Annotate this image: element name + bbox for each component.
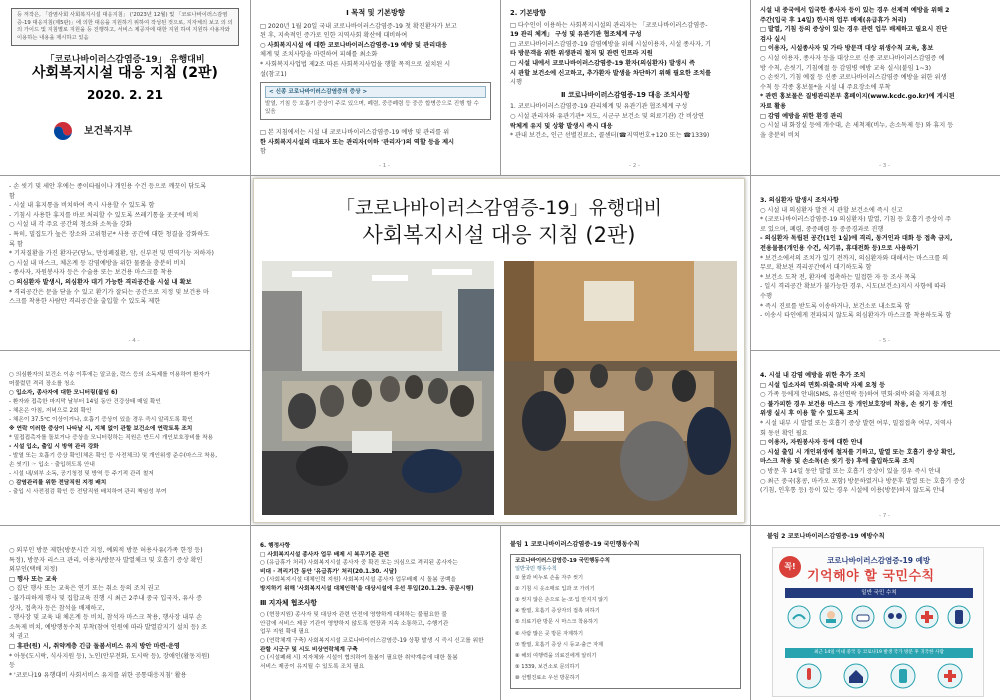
thumbnail-page-6[interactable] xyxy=(0,351,250,525)
text-line: ○ 시설 내 마스크, 체온계 등 감염예방을 위한 물품을 충분히 비치 xyxy=(9,259,186,267)
text-line: - 시설 내/외부 소독, 공기청정 및 방역 등 주기적 관리 철저 xyxy=(9,471,154,477)
rules-box-title: 코로나바이러스감염증-19 국민행동수칙 xyxy=(515,557,610,564)
text-line: ○ 시설 내 의심환자 발견 시 관할 보건소에 즉시 신고 xyxy=(760,206,903,214)
thumbnail-page-9[interactable] xyxy=(251,526,500,700)
poster-strip xyxy=(785,648,973,658)
text-line: * 사회복지사업법 제2조 따른 사회복지사업을 행할 목적으로 설치된 시 xyxy=(260,60,451,68)
text-line: 검사 실시 xyxy=(760,35,787,43)
poster-top-text: 코로나바이러스감염증-19 예방 xyxy=(827,556,931,565)
text-line: * 기저질환을 가진 환자군(당뇨, 만성폐질환, 암, 신부전 및 면역기능 저하자) xyxy=(9,250,214,258)
text-line: □ 다수인이 이용하는 사회복지시설의 관리자는 「코로나바이러스감염증- xyxy=(510,21,708,29)
text-line: * 관련 홍보물은 질병관리본부 홈페이지(www.kcdc.go.kr)에 게시된 xyxy=(760,93,955,101)
text-line: * 즉시 진료를 받도록 이송하거나, 보건소로 내소토록 함 xyxy=(760,302,911,310)
text-line: ○ 최근 중국(홍콩, 마카오 포함) 방문하였거나 방문후 발열 또는 호흡기 증상 xyxy=(760,477,966,485)
text-line: * 관내 보건소, 인근 선별진료소, 콜센터(☎지역번호+120 또는 ☎1339) xyxy=(510,132,710,140)
hospital-visit-icon xyxy=(913,603,941,641)
text-line: □ 본 지침에서는 시설 내 코로나바이러스감염증-19 예방 및 관리를 위 xyxy=(260,129,450,137)
poster-title: 기억해야 할 국민수칙 xyxy=(807,569,935,584)
text-line: 머물렀던 격리 장소를 청소 xyxy=(9,381,75,387)
text-line: - 체온은 아침, 저녁으로 2회 확인 xyxy=(9,408,92,414)
text-line: - 출입 시 사전점검 확인 등 전담직원 배치하여 관리 책임성 부여 xyxy=(9,489,167,495)
section-heading: Ⅰ 목적 및 기본방향 xyxy=(346,8,405,17)
meeting-photo-right xyxy=(504,261,737,515)
text-line: - 환자와 접촉한 마지막 날부터 14일 동안 건강상태 매일 확인 xyxy=(9,399,161,405)
text-line: 1. 코로나바이러스감염증-19 관리체계 및 유관기관 협조체계 구성 xyxy=(510,103,688,111)
list-item: ① 물과 비누로 손을 자주 씻기 xyxy=(515,574,584,581)
text-line: - 손 씻기 및 세안 후에는 종이타월이나 개인용 수건 등으로 깨끗이 닦도록 xyxy=(9,183,207,190)
text-line: 을 충분히 비치 xyxy=(760,131,800,139)
thumbnail-page-7[interactable] xyxy=(751,351,1000,525)
poster-strip-text: 최근 14일 이내 중국 등 코로나19 발생 국가 방문 후 귀국한 사람 xyxy=(814,650,944,655)
text-line: □ 코로나바이러스감염증-19 감염예방을 위해 시설이용자, 시설 종사자, 기 xyxy=(510,40,712,48)
text-line: 치 권고 xyxy=(9,633,29,641)
text-line: * 보건소에서의 조치가 있기 전까지, 의심환자와 대해서는 마스크를 의 xyxy=(760,254,949,262)
attachment-label: 붙임 1 코로나바이러스감염증-19 국민행동수칙 xyxy=(510,541,640,548)
meeting-room-illustration xyxy=(262,261,494,515)
text-line: 시설 내 중국에서 입국한 종사자 등이 있는 경우 선제적 예방을 위해 2 xyxy=(760,7,950,14)
text-line: 업무 지원 확대 필요 xyxy=(260,629,310,636)
text-line: 서비스 제공이 유지될 수 있도록 조치 필요 xyxy=(260,663,365,670)
cover-title: 사회복지시설 대응 지침 (2판) xyxy=(32,64,218,81)
taegeuk-emblem-icon xyxy=(52,120,74,142)
text-line: ○ 시설 관리자와 유관기관* 지도, 시군구 보건소 및 의료기관) 간 비상연 xyxy=(510,112,704,120)
symptom-note-body: 발열, 기침 등 호흡기 증상이 주로 있으며, 폐렴, 중증폐렴 등 중증 합병증으로 진행 할 수 있음 xyxy=(265,101,479,116)
cover-subtitle: 「코로나바이러스감염증-19」 유행대비 xyxy=(45,55,205,66)
text-line: - 발열 또는 호흡기 증상 확인(체온 확인 등 사전체크) 및 개인위생 준수(마스크 착용, xyxy=(9,453,218,459)
symptom-note-title: < 신종 코로나바이러스감염증의 증상 > xyxy=(265,86,486,98)
clinic-icon xyxy=(935,662,965,690)
text-line: 손 씻기) ☞ 입소 · 출입허도록 안내 xyxy=(9,462,95,468)
text-line: □ 사회복지시설 종사자 업무 배제 시 복무기준 관련 xyxy=(260,551,390,558)
featured-title: 사회복지시설 대응 지침 (2판) xyxy=(362,223,636,247)
text-line: ○ (유급휴가 처리) 사회복지시설 종사자 중 확진 또는 의심으로 격리된 종사자는 xyxy=(260,560,458,567)
page-number: - 5 - xyxy=(879,338,890,345)
poster-badge: 꼭! xyxy=(779,556,801,578)
symptom-note xyxy=(260,82,491,120)
text-line: 타 방문객을 위한 위생관리 철저 및 관련 인프라 지원 xyxy=(510,50,653,58)
text-line: * '코로나19 유행대비 사회서비스 유지를 위한 공통대응지침' 활용 xyxy=(9,671,187,679)
text-line: - 이송시 타인에게 전파되지 않도록 의심환자가 마스크를 착용하도록 함 xyxy=(760,312,952,320)
text-line: 위생 실시 후 이용 할 수 있도록 조치 xyxy=(760,410,859,418)
text-line: 안감에 서비스 제공 기관이 영향하지 않도록 현장과 지속 소통하고, 수행기관 xyxy=(260,620,449,627)
text-line: ○ 시설 이용자, 종사자 등을 대상으로 신종 코로나바이러스감염증 예 xyxy=(760,54,945,62)
phone-call-icon xyxy=(945,603,973,641)
page-number: - 1 - xyxy=(379,163,390,170)
text-line: 락체계 유지 및 상황 발생시 즉시 대응 xyxy=(510,122,613,130)
attachment-label: 붙임 2 코로나바이러스감염증-19 예방수칙 xyxy=(767,533,885,540)
text-line: 설(참고1) xyxy=(260,70,287,78)
text-line: - 체온이 37.5℃ 이상이거나, 호흡기 증상이 있을 경우 즉시 알리도록 확인 xyxy=(9,417,193,423)
text-line: □ 행사 또는 교육 xyxy=(9,575,58,583)
text-line: ○ 입소자, 종사자에 대한 모니터링(붙임 6) xyxy=(9,390,118,396)
text-line: ○ 시설 내 화장실 등에 개수대, 손 세척제(비누, 손소독제 등) 와 휴지 등 xyxy=(760,122,954,130)
text-line: * (코로나바이러스감염증-19 의심환자) 발열, 기침 등 호흡기 증상이 주 xyxy=(760,216,952,224)
text-line: 스크를 착용한 사람만 격리공간을 출입할 수 있도록 제한 xyxy=(9,298,161,306)
section-heading: Ⅱ 코로나바이러스감염증-19 대응 조치사항 xyxy=(561,90,690,99)
text-line: 무로, 확보된 격리공간에서 대기하도록 함 xyxy=(760,264,872,272)
text-line: ○ 불가피한 경우 보건용 마스크 등 개인보호장비 착용, 손 씻기 등 개인 xyxy=(760,400,953,408)
text-line: 록 함 xyxy=(9,240,23,248)
text-line: 6. 행정사항 xyxy=(260,543,291,549)
text-line: - 종사자, 자원봉사자 등은 수술용 또는 보건용 마스크를 착용 xyxy=(9,269,173,277)
list-item: ③ 씻지 않은 손으로 눈·코·입 만지지 않기 xyxy=(515,597,609,603)
handwash-icon xyxy=(785,603,813,641)
text-line: 시행 xyxy=(510,79,522,87)
thumbnail-page-2[interactable] xyxy=(501,0,750,175)
text-line: - 일시 격리공간 확보가 불가능한 경우, 시도(보건소)지시 사항에 따라 xyxy=(760,283,947,291)
text-line: □ 시설 내에서 코로나바이러스감염증-19 환자(의심환자) 발생시 즉 xyxy=(510,59,696,67)
text-line: * 밀접접촉자를 돌보거나 증상을 모니터링하는 직원은 반드시 개인보호장비를 착용 xyxy=(9,435,214,441)
rules-list xyxy=(515,573,736,685)
avoid-crowd-icon xyxy=(881,603,909,641)
thumbnail-page-5[interactable] xyxy=(751,176,1000,350)
list-item: ⑦ 발열, 호흡기 증상 시 등교·출근 자제 xyxy=(515,641,603,648)
text-line: □ 휴관(원) 시, 취약계층 긴급 돌봄서비스 유지 방안 마련·운영 xyxy=(9,642,180,650)
poster-strip-text: 일반 국민 수칙 xyxy=(861,590,897,596)
text-line: ○ 가족 등에게 안내(SMS, 유선연락 등)하여 면회·외박·외출 자제요청 xyxy=(760,391,947,399)
section-heading: Ⅲ 지자체 협조사항 xyxy=(260,598,318,607)
text-line: 4. 시설 내 감염 예방을 위한 추가 조치 xyxy=(760,372,866,379)
text-line: ○ (사회복지시설 대체인력 지원) 사회복지시설 종사자 업무배제 시 돌봄 공백을 xyxy=(260,577,456,584)
cough-etiquette-icon xyxy=(817,603,845,641)
thumbnail-page-1[interactable] xyxy=(251,0,500,175)
text-line: 한 사회복지시설의 대표자 또는 관리자(이하 '관리자')의 역할 등을 제시 xyxy=(260,138,455,146)
ministry-name: 보건복지부 xyxy=(84,126,133,137)
text-line: 회 동선 확인 필요 xyxy=(760,429,808,437)
text-line: * 보건소 도착 전, 환자에 접촉하는 밀접한 자 등 조사 목록 xyxy=(760,273,917,281)
text-line: 19 관리 체계」 구성 및 유관기관 협조체계 구성 xyxy=(510,31,642,39)
featured-page[interactable] xyxy=(253,178,745,523)
list-item: ④ 발열, 호흡기 증상자의 접촉 피하기 xyxy=(515,608,600,615)
list-item: ⑧ 해외 여행력을 의료진에게 알리기 xyxy=(515,653,597,660)
text-line: □ 이용자, 시설종사자 및 가타 방문객 대상 위생수칙 교육, 홍보 xyxy=(760,45,934,53)
text-line: 관할 시군구 및 시도 비상연락체계 구축 xyxy=(260,646,358,653)
text-line: □ 이용자, 자원봉사자 등에 대한 안내 xyxy=(760,439,863,447)
meeting-photo-left xyxy=(262,261,494,515)
text-line: 비대 · 격리기간 동안 '유급휴가' 처리(20.1.30. 시달) xyxy=(260,568,397,575)
text-line: ○ 시설 출입 시 개인위생에 철저를 기하고, 발열 또는 호흡기 증상 확인, xyxy=(760,448,956,456)
text-line: 시 관할 보건소에 신고하고, 추가환자 발생을 차단하기 위해 필요한 조치를 xyxy=(510,69,712,77)
poster-strip xyxy=(785,588,973,598)
page-number: - 4 - xyxy=(128,338,140,345)
text-line: 함 xyxy=(9,192,15,200)
text-line: ○ (현장지원) 종사자 및 대상자 관련 안전에 영향하게 대처하는 불필요한 불 xyxy=(260,612,447,619)
text-line: 외부인(택배 지정) xyxy=(9,566,58,574)
list-item: ⑤ 의료기관 방문 시 마스크 착용하기 xyxy=(515,619,599,626)
text-line: * 시설 내부 시 발열 또는 호흡기 증상 발현 여부, 밀접접촉 여부, 지역사 xyxy=(760,419,953,427)
text-line: 체계 및 조치사항을 마련하여 피해를 최소화 xyxy=(260,51,378,59)
text-line: 마스크 착용 및 손소독(손 씻기 등) 후에 출입하도록 조치 xyxy=(760,458,915,466)
text-line: 3. 의심환자 발생시 조치사항 xyxy=(760,197,839,204)
text-line: ○ (연락체계 구축) 사회복지시설 코로나바이러스감염증-19 상황 발생 시 즉시 신고를 위한 xyxy=(260,637,484,644)
text-line: ○ 시설 내 각 주요 공간의 청소와 소독을 강화 xyxy=(9,221,132,229)
text-line: 상자, 접촉자 등은 참석을 배제하고, xyxy=(9,604,105,612)
text-line: ○ 의심환자 발생시, 의심환자 대기 가능한 격리공간을 시설 내 확보 xyxy=(9,278,192,286)
text-line: ○ 방문 후 14일 동안 발열 또는 호흡기 증상이 있을 경우 즉시 안내 xyxy=(760,467,941,475)
thumbnail-page-4[interactable] xyxy=(0,176,250,350)
text-line: - 불가피하게 행사 및 집합교육 진행 시 최근 2주내 중국 입국자, 유사 증 xyxy=(9,594,203,602)
text-line: - 특히, 밀집도가 높은 장소와 고위험군* 사용 공간에 대한 청결을 강화하도 xyxy=(9,230,210,238)
text-line: 주간(입국 후 14일) 한시적 업무 배제(유급휴가 처리) xyxy=(760,16,907,24)
grid-rule xyxy=(250,175,251,525)
prevention-poster xyxy=(772,547,984,697)
text-line: ○ 감염관리를 위한 전담직원 지정 배치 xyxy=(9,480,107,486)
thumbnail-attachment-1[interactable] xyxy=(501,526,750,700)
text-line: 함 xyxy=(260,148,266,156)
home-stay-icon xyxy=(841,662,871,690)
text-line: * 격리공간은 문을 닫을 수 있고 환기가 잘되는 공간으로 지정 및 보건용 마 xyxy=(9,288,210,296)
text-line: □ 감염 예방을 위한 환경 관리 xyxy=(760,112,843,120)
text-line: ※ 연락 이러한 증상이 나타날 시, 지체 없이 관할 보건소에 연락토록 조치 xyxy=(9,426,193,432)
list-item: ② 기침 시 옷소매로 입과 코 가리기 xyxy=(515,585,595,592)
text-line: ○ 사회복지시설 에 대한 코로나바이러스감염증-19 예방 및 관리대응 xyxy=(260,41,448,49)
text-line: 등 xyxy=(9,662,15,670)
text-line: 전용물품(개인용 수건, 식기류, 휴대전화 등)으로 사용하기 xyxy=(760,244,919,252)
rules-box-subtitle: 일반국민 행동수칙 xyxy=(515,565,557,572)
featured-subtitle: 「코로나바이러스감염증-19」유행대비 xyxy=(336,197,662,219)
rules-box xyxy=(510,554,741,689)
text-line: ○ 집단 행사 또는 교육은 연기 또는 취소 등의 조치 권고 xyxy=(9,585,160,593)
text-line: * 아동(도시락, 식사지원 등), 노인(안부전화, 도시락 등), 장애인(활동지원) xyxy=(9,652,210,660)
text-line: 된 후, 지속적인 증가로 인한 지역사회 확산에 대비하여 xyxy=(260,32,408,40)
text-line: ○ 의심환자의 보건소 이송 이후에는 알코올, 락스 등의 소독제를 이용하여 환자가 xyxy=(9,372,210,378)
thumbnail-cover[interactable] xyxy=(0,0,250,175)
text-line: ○ (시설폐쇄 시) 지자체와 시설이 협의하여 돌봄이 필요한 취약계층에 대한 돌봄 xyxy=(260,655,458,662)
page-number: - 2 - xyxy=(629,163,640,170)
text-line: □ 2020년 1월 20일 국내 코로나바이러스감염증-19 첫 확진환자가 보고 xyxy=(260,22,457,30)
cover-date: 2020. 2. 21 xyxy=(87,87,163,102)
cover-notice: 등 저작은, 「감염사회 사회복지시설 대응지침」 ('2023년 12월) 및 「코로나바이러스감염증-19 대응지침(제5판)」에 의한 대응을 지원하기 위하여 작성된 것으로, 지자체의 보고 의 의의 가이드 및 지침별로 지원을 등 진행하고, 서비스 제공자에 대한 지원 하여 지원하 사용자와 이용하는 내용을 제시하고 있음 xyxy=(11,8,239,46)
text-line: □ 발열, 기침 등의 증상이 있는 경우 관련 업무 배제하고 필요시 진단 xyxy=(760,26,948,34)
text-line: 특정), 방문자 리스크 관리, 이용자/방문자 발열체크 및 호흡기 증상 확인 xyxy=(9,556,203,564)
thumbnail-page-3[interactable] xyxy=(751,0,1000,175)
text-line: 로 있으며, 폐렴, 중증폐렴 등 중증경과로 진행 xyxy=(760,225,884,233)
text-line: 소독제 비치, 예방행동수칙 부착(참여 인원에 따라 발열감지기 설치 등) 조 xyxy=(9,623,207,631)
text-line: 수칙 등 각종 홍보물*을 시설 내 주요장소에 부착 xyxy=(760,83,891,91)
text-line: 수행 xyxy=(760,292,772,300)
page-number: - 3 - xyxy=(879,163,890,170)
text-line: ○ 손씻기, 기침 예절 등 신종 코로나바이러스감염증 예방을 위한 위생 xyxy=(760,74,947,82)
text-line: - 시설 내 휴지통을 비치하여 즉시 사용할 수 있도록 함 xyxy=(9,202,155,210)
poster-icon-row xyxy=(785,662,973,692)
list-item: ⑩ 선별진료소 우선 방문하기 xyxy=(515,675,580,682)
text-line: ○ 외부인 방문 제한(방문시간 지정, 예외적 방문 허용사유(가족 한정 등) xyxy=(9,547,203,554)
thumbnail-page-8[interactable] xyxy=(0,526,250,700)
call-1339-icon xyxy=(888,662,918,690)
mask-icon xyxy=(849,603,877,641)
text-line: 방지하기 위해 '사회복지시설 대체인력'을 대상시설에 우선 투입(20.1.29. 공문시행) xyxy=(260,585,474,592)
list-item: ⑨ 1339, 보건소로 문의하기 xyxy=(515,664,580,671)
page-number: - 7 - xyxy=(879,513,890,520)
section-heading: 2. 기본방향 xyxy=(510,9,546,17)
text-line: □ 시설 입소자의 면회·외출·외박 자제 요청 등 xyxy=(760,381,886,389)
text-line: 방 수칙, 손씻기, 기침예절 등 감염병 예방 교육 실시(붙임 1~3) xyxy=(760,64,932,72)
thermometer-icon xyxy=(794,662,824,690)
poster-icon-row xyxy=(785,603,973,643)
list-item: ⑥ 사람 많은 곳 방문 자제하기 xyxy=(515,630,584,637)
text-line: - 행사장 및 교육 내 체온계 등 비치, 참석자 마스크 착용, 행사장 내부 손 xyxy=(9,614,203,622)
text-line: - 기침시 사용한 휴지를 바로 처리할 수 있도록 쓰레기통을 곳곳에 비치 xyxy=(9,211,199,219)
text-line: (기침, 인후통 등) 등이 있는 경우 시설에 이용(방문)하지 않도록 안내 xyxy=(760,487,945,495)
text-line: 자료 활용 xyxy=(760,102,787,110)
office-meeting-illustration xyxy=(504,261,737,515)
text-line: - 시설 입소, 출입 시 방역 관리 강화 xyxy=(9,444,99,450)
text-line: - 의심환자 독립된 공간(1인 1실)에 격리, 동거인과 대화 등 접촉 금지, xyxy=(760,235,953,243)
